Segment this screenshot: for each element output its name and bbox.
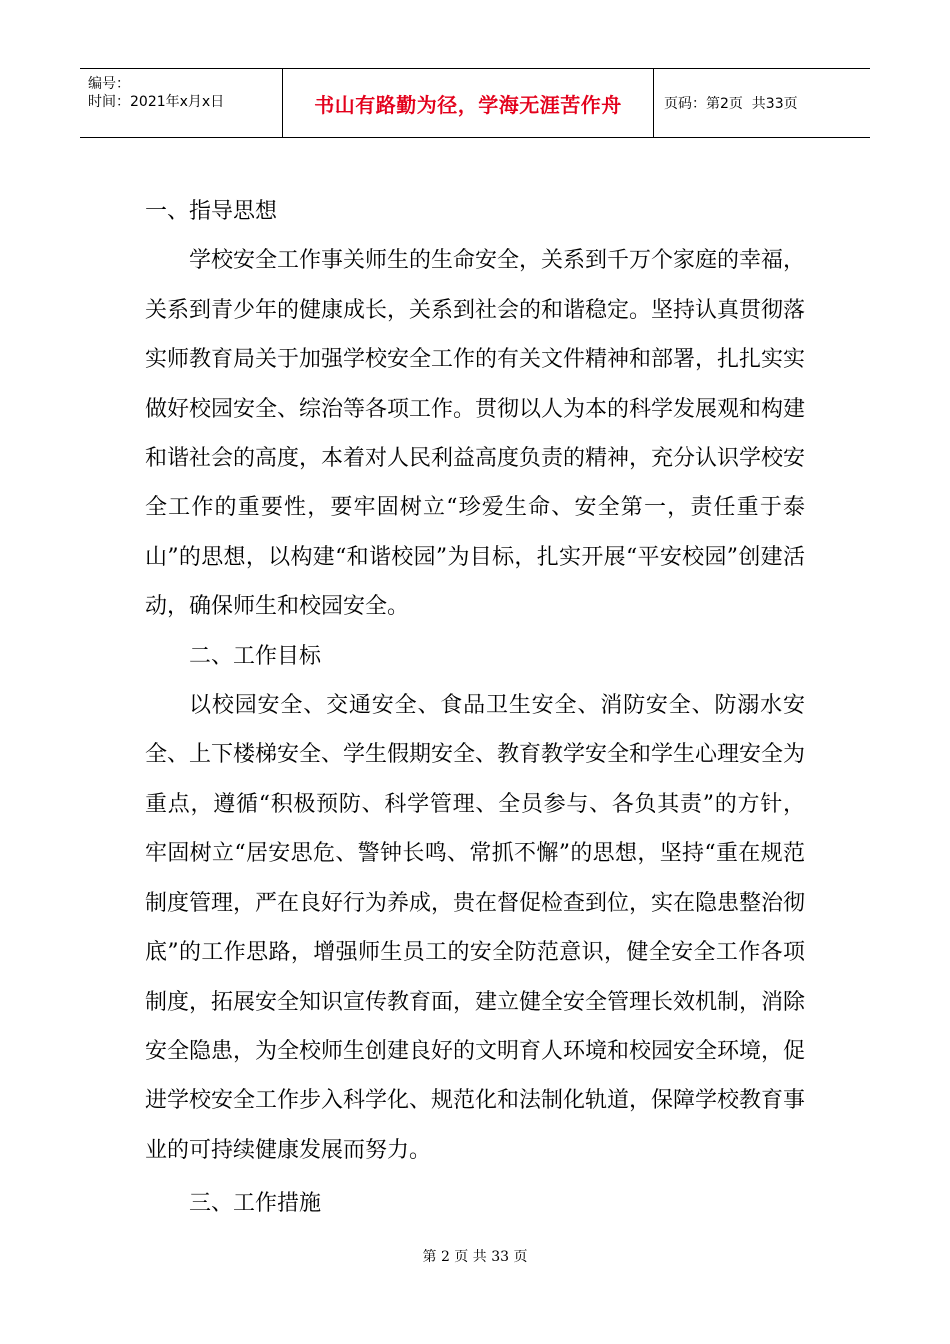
document-number-label: 编号：: [88, 76, 130, 92]
section-heading-guiding-ideology: 一、指导思想: [145, 199, 278, 224]
document-body: [145, 187, 805, 1229]
page-header: [80, 68, 870, 138]
document-date-label: 时间：2021年x月x日: [88, 94, 225, 110]
section-paragraph-guiding-ideology: 学校安全工作事关师生的生命安全，关系到千万个家庭的幸福，关系到青少年的健康成长，关系到社会的和谐稳定。坚持认真贯彻落实师教育局关于加强学校安全工作的有关文件精神和部署，扎扎实实做好校园安全、综治等各项工作。贯彻以人为本的科学发展观和构建和谐社会的高度，本着对人民利益高度负责的精神，充分认识学校安全工作的重要性，要牢固树立“珍爱生命、安全第一，责任重于泰山”的思想，以构建“和谐校园”为目标，扎实开展“平安校园”创建活动，确保师生和校园安全。: [145, 248, 806, 620]
header-page-info: 页码：第2页 共33页: [664, 96, 798, 112]
header-meta: [80, 69, 282, 137]
section-heading-work-goals: 二、工作目标: [189, 643, 322, 669]
header-divider: [653, 69, 654, 137]
header-slogan: 书山有路勤为径，学海无涯苦作舟: [314, 92, 622, 117]
section-paragraph-work-goals: 以校园安全、交通安全、食品卫生安全、消防安全、防溺水安全、上下楼梯安全、学生假期安全、教育教学安全和学生心理安全为重点，遵循“积极预防、科学管理、全员参与、各负其责”的方针，牢固树立“居安思危、警钟长鸣、常抓不懈”的思想，坚持“重在规范制度管理，严在良好行为养成，贵在督促检查到位，实在隐患整治彻底”的工作思路，增强师生员工的安全防范意识，健全安全工作各项制度，拓展安全知识宣传教育面，建立健全安全管理长效机制，消除安全隐患，为全校师生创建良好的文明育人环境和校园安全环境，促进学校安全工作步入科学化、规范化和法制化轨道，保障学校教育事业的可持续健康发展而努力。: [145, 693, 806, 1163]
page-footer: 第 2 页 共 33 页: [422, 1249, 528, 1265]
section-heading-work-measures: 三、工作措施: [189, 1191, 322, 1217]
